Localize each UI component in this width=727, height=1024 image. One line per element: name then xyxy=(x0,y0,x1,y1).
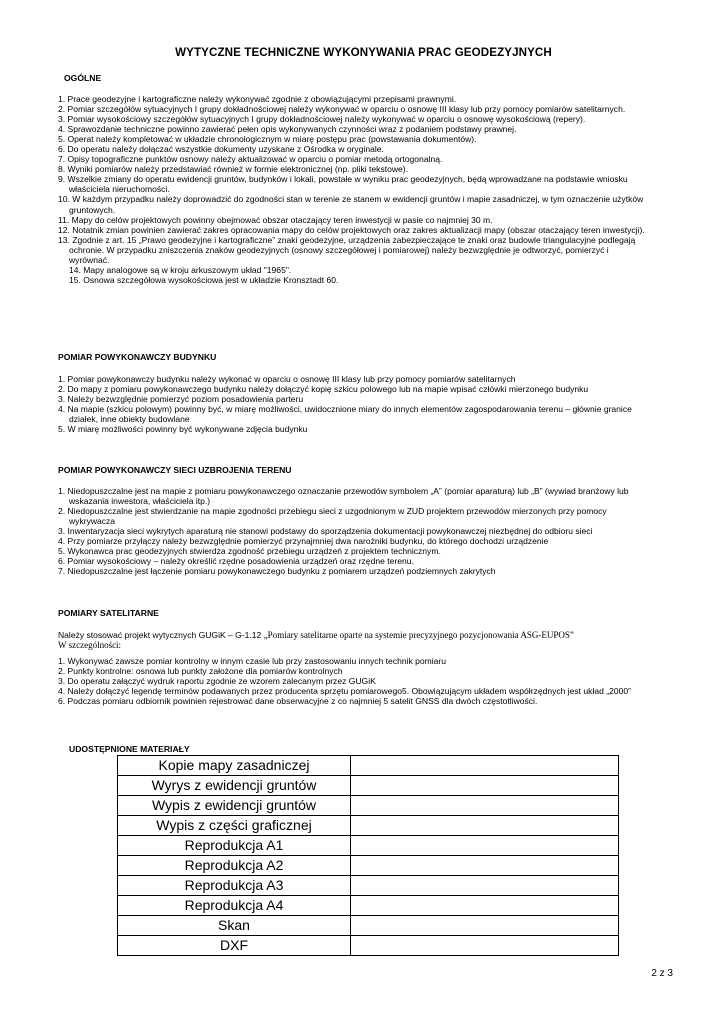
list-item: 1. Niedopuszczalne jest na mapie z pomiaru powykonawczego oznaczanie przewodów symbolem „A” (pomiar aparaturą) lub „B” (wywiad branżowy lub wskazania inwestora, właściciela itp.) xyxy=(58,486,629,507)
list-item: 5. W miarę możliwości powinny być wykonywane zdjęcia budynku xyxy=(58,424,308,435)
material-value-cell xyxy=(351,816,619,836)
table-row xyxy=(118,876,619,896)
list-item: 3. Inwentaryzacja sieci wykrytych aparaturą nie stanowi podstawy do sporządzenia dokumentacji powykonawczej niezbędnej do odbioru sieci xyxy=(58,526,593,537)
list-item: 12. Notatnik zmian powinien zawierać zakres opracowania mapy do celów projektowych oraz zakres aktualizacji mapy (obszar otaczający teren inwestycji). xyxy=(58,224,645,235)
material-value-cell xyxy=(351,836,619,856)
satellite-detail-label: W szczególności: xyxy=(58,640,122,650)
material-value-cell xyxy=(351,856,619,876)
list-item: 1. Pomiar powykonawczy budynku należy wykonać w oparciu o osnowę III klasy lub przy pomocy pomiarów satelitarnych xyxy=(58,374,516,384)
table-row xyxy=(118,916,619,936)
material-name-cell: Reprodukcja A1 xyxy=(118,836,351,856)
table-row xyxy=(118,836,619,856)
list-item: 1. Wykonywać zawsze pomiar kontrolny w innym czasie lub przy zastosowaniu innych technik pomiaru xyxy=(58,656,447,666)
list-item: 4. Na mapie (szkicu polowym) powinny być, w miarę możliwości, uwidocznione miary do innych elementów zagospodarowania terenu – głównie granice działek, inne obiekty budowlane xyxy=(58,404,632,425)
table-row xyxy=(118,936,619,956)
material-name-cell: Wyrys z ewidencji gruntów xyxy=(118,776,351,796)
list-item: 7. Niedopuszczalne jest łączenie pomiaru powykonawczego budynku z pomiarem urządzeń podziemnych zakrytych xyxy=(58,566,496,577)
list-item: 4. Przy pomiarze przyłączy należy bezwzględnie pomierzyć przynajmniej dwa narożniki budynku, do którego dochodzi urządzenie xyxy=(58,536,549,547)
material-value-cell xyxy=(351,936,619,956)
list-item: 7. Opisy topograficzne punktów osnowy należy aktualizować w oparciu o pomiar metodą ortogonalną. xyxy=(58,154,443,165)
material-name-cell: DXF xyxy=(118,936,351,956)
table-row xyxy=(118,796,619,816)
list-item: 14. Mapy analogowe są w kroju arkuszowym układ "1965". xyxy=(69,264,292,275)
list-item: 2. Do mapy z pomiaru powykonawczego budynku należy dołączyć kopię szkicu polowego lub na mapie wpisać człówki mierzonego budynku xyxy=(58,384,589,395)
material-value-cell xyxy=(351,876,619,896)
satellite-intro-title: „Pomiary satelitarne oparte na systemie precyzyjnego pozycjonowania ASG-EUPOS” xyxy=(263,630,574,640)
material-name-cell: Wypis z części graficznej xyxy=(118,816,351,836)
satellite-intro-text: Należy stosować projekt wytycznych GUGiK – G-1.12 xyxy=(58,630,264,640)
list-item: 5. Wykonawca prac geodezyjnych stwierdza zgodność przebiegu urządzeń z projektem technicznym. xyxy=(58,546,441,557)
material-name-cell: Kopie mapy zasadniczej xyxy=(118,756,351,776)
list-item: 9. Wszelkie zmiany do operatu ewidencji gruntów, budynków i lokali, powstałe w wyniku prac geodezyjnych, będą wprowadzane na podstawie wniosku właściciela nieruchomości. xyxy=(58,174,628,195)
materials-table xyxy=(117,755,619,956)
list-item: 6. Podczas pomiaru odbiornik powinien rejestrować dane obserwacyjne z co najmniej 5 satelit GNSS dla dwóch częstotliwości. xyxy=(58,696,538,707)
material-name-cell: Reprodukcja A3 xyxy=(118,876,351,896)
list-item: 4. Sprawozdanie techniczne powinno zawierać pełen opis wykonywanych czynności wraz z podaniem podstawy prawnej. xyxy=(58,124,517,135)
list-item: 1. Prace geodezyjne i kartograficzne należy wykonywać zgodnie z obowiązującymi przepisami prawnymi. xyxy=(58,94,457,104)
list-item: 3. Pomiar wysokościowy szczegółów sytuacyjnych I grupy dokładnościowej należy wykonywać w oparciu o osnowę wysokościową (repery). xyxy=(58,114,586,125)
section-heading-satellite: POMIARY SATELITARNE xyxy=(58,608,159,618)
section-heading-general: OGÓLNE xyxy=(64,73,102,83)
material-name-cell: Reprodukcja A2 xyxy=(118,856,351,876)
material-name-cell: Skan xyxy=(118,916,351,936)
list-item: 3. Należy bezwzględnie pomierzyć poziom posadowienia parteru xyxy=(58,394,304,405)
network-list xyxy=(58,486,648,576)
table-row xyxy=(118,856,619,876)
list-item: 6. Pomiar wysokościowy – należy określić rzędne posadowienia urządzeń oraz rzędne terenu. xyxy=(58,556,414,567)
section-heading-building: POMIAR POWYKONAWCZY BUDYNKU xyxy=(58,352,217,362)
general-list xyxy=(58,94,648,285)
list-item: 2. Niedopuszczalne jest stwierdzanie na mapie zgodności przebiegu sieci z uzgodnionym w ZUD projektem przewodów mierzonych przy pomocy wykrywacza xyxy=(58,506,607,527)
material-name-cell: Wypis z ewidencji gruntów xyxy=(118,796,351,816)
building-list xyxy=(58,374,648,434)
material-value-cell xyxy=(351,796,619,816)
material-value-cell xyxy=(351,776,619,796)
table-row xyxy=(118,756,619,776)
page-number: 2 z 3 xyxy=(651,968,673,979)
table-row xyxy=(118,816,619,836)
list-item: 15. Osnowa szczegółowa wysokościowa jest w układzie Kronsztadt 60. xyxy=(69,274,339,285)
material-value-cell xyxy=(351,896,619,916)
list-item: 8. Wyniki pomiarów należy przedstawiać również w formie elektronicznej (np. pliki tekstowe). xyxy=(58,164,409,175)
list-item: 11. Mapy do celów projektowych powinny obejmować obszar otaczający teren inwestycji w pasie co najmniej 30 m. xyxy=(58,214,493,225)
list-item: 10. W każdym przypadku należy doprowadzić do zgodności stan w terenie ze stanem w ewidencji gruntów i mapie zasadniczej, w tym oznaczenie użytków gruntowych. xyxy=(58,194,644,215)
list-item: 3. Do operatu załączyć wydruk raportu zgodnie ze wzorem zalecanym przez GUGiK xyxy=(58,676,376,687)
material-value-cell xyxy=(351,756,619,776)
list-item: 5. Operat należy kompletować w układzie chronologicznym w miarę postępu prac (powstawania dokumentów). xyxy=(58,134,477,145)
section-heading-network: POMIAR POWYKONAWCZY SIECI UZBROJENIA TERENU xyxy=(58,465,292,475)
satellite-list xyxy=(58,656,648,706)
list-item: 2. Pomiar szczegółów sytuacyjnych I grupy dokładnościowej należy wykonywać w oparciu o osnowę III klasy lub przy pomocy pomiarów satelitarnych. xyxy=(58,104,626,115)
section-heading-materials: UDOSTĘPNIONE MATERIAŁY xyxy=(69,744,190,754)
table-row xyxy=(118,776,619,796)
material-value-cell xyxy=(351,916,619,936)
list-item: 2. Punkty kontrolne: osnowa lub punkty założone dla pomiarów kontrolnych xyxy=(58,666,343,677)
document-title: WYTYCZNE TECHNICZNE WYKONYWANIA PRAC GEODEZYJNYCH xyxy=(175,46,552,59)
material-name-cell: Reprodukcja A4 xyxy=(118,896,351,916)
list-item: 6. Do operatu należy dołączać wszystkie dokumenty uzyskane z Ośrodka w oryginale. xyxy=(58,144,384,155)
table-row xyxy=(118,896,619,916)
satellite-intro xyxy=(58,630,658,650)
list-item: 13. Zgodnie z art. 15 „Prawo geodezyjne i kartograficzne” znaki geodezyjne, urządzenia zabezpieczające te znaki oraz budowle triangulacyjne podlegają ochronie. W przypadku zniszczenia znaków geodezyjnych (osnowy szczegółowej i pomiarowej) należy bezwzględnie je odtworzyć, pomierzyć i wyrównać. xyxy=(58,234,636,265)
list-item: 4. Należy dołączyć legendę terminów podawanych przez producenta sprzętu pomiarowego5. Obowiązującym układem współrzędnych jest układ „2000” xyxy=(58,686,631,697)
